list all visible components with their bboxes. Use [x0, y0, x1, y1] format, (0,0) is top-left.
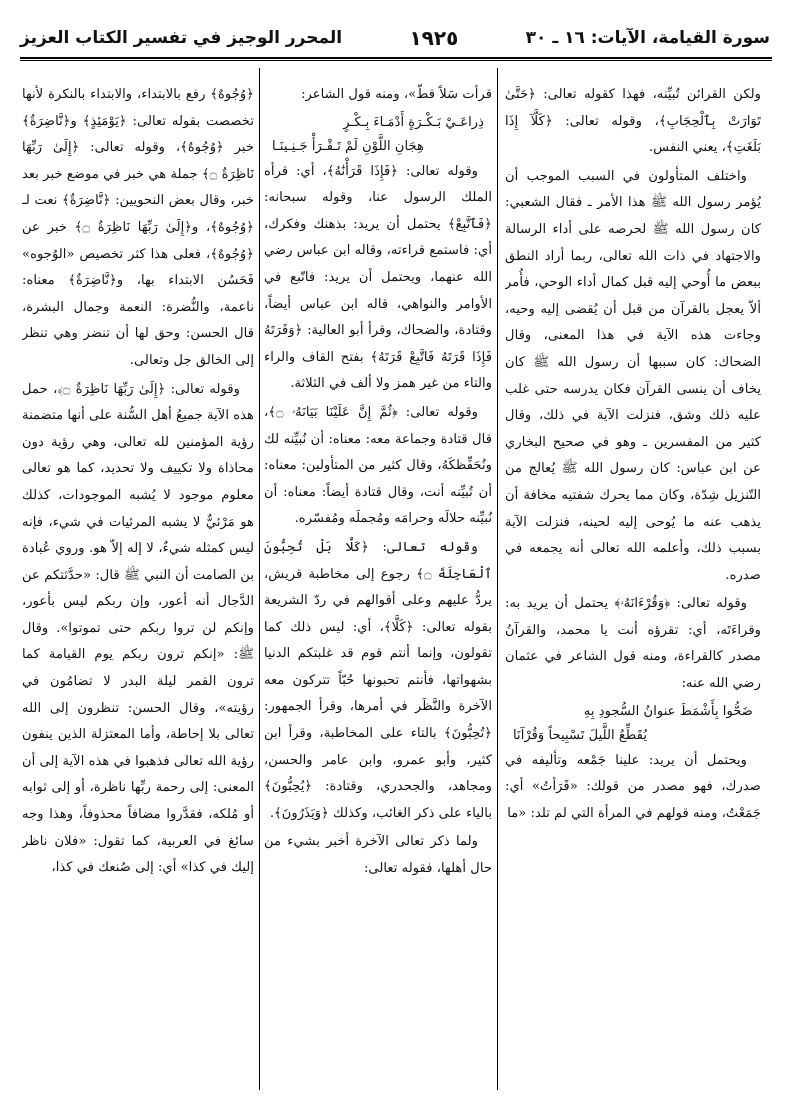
paragraph: وقوله تعالى: ﴿ثُمَّ إِنَّ عَلَيْنَا بَيَانَهُۥ ۝﴾، قال قتادة وجماعة معه: معناه: أن نُبيِّنه لك ونُحَفِّظكَهُ، وقال كثير من المتأولين: معناه: أن تُبيِّنه أنت، وقال قتادة أيضاً: معناه: أن نُبيِّنه حلالَه وحرامَه ومُجملَه ومُفسّره.: [264, 404, 492, 527]
book-title: المحرر الوجيز في تفسير الكتاب العزيز: [20, 28, 343, 48]
page-header: [20, 22, 770, 54]
column-left: [22, 82, 254, 1092]
verse-second-hemistich: يُقَطِّعُ اللَّيلَ تَسْبِيحاً وَقُرْآنَا: [513, 727, 647, 743]
verse-second-hemistich: هِجَانِ اللَّوْنِ لَمْ تَـقْـرَأْ جَـنِـينَـا: [272, 138, 424, 154]
paragraph: واختلف المتأولون في السبب الموجب أن يُؤمر رسول الله ﷺ هذا الأمر ـ فقال الشعبي: كان رسول الله ﷺ لحرصه على أداء الرسالة والاجتهاد في ذات الله تعالى، ربما أراد النطق ببعض ما أُوحي إليه قبل كمال أداء الوحي، فأُمر ألاّ يعجل بالقرآن من قبل أن يُقضى إليه وحيه، وجاءت هذه الآية في هذا المعنى، وقال الضحاك: كان سببها أن رسول الله ﷺ كان يخاف أن ينسى القرآن فكان يدرسه حتى غلب عليه ذلك وشق، فنزلت الآية في ذلك، وقال كثير من المفسرين ـ وهو في صحيح البخاري عن ابن عباس: كان رسول الله ﷺ يُعالج من التّنزيل شِدّة، وكان مما يحرك شفتيه مخافة أن يذهب عنه ما يُوحى إليه لحينه، فنزلت الآية بسبب ذلك، وأعلمه الله تعالى أنه يجمعه في صدره.: [505, 168, 761, 583]
paragraph: وقوله تعالى: ﴿وَقُرْءَانَهُۥ﴾ يحتمل أن يريد به: وقراءَتَه، أي: تقرؤه أنت يا محمد، والقرآنُ مصدر كالقراءة، ومنه قول الشاعر في عثمان رضي الله عنه:: [505, 596, 761, 692]
column-divider-left: [259, 68, 260, 1090]
paragraph: ولما ذكر تعالى الآخرة أخبر بشيء من حال أهلها، فقوله تعالى:: [264, 834, 492, 877]
page-number: ١٩٢٥: [409, 26, 459, 50]
column-middle: [264, 82, 492, 1092]
verse-first-hemistich: ذِراعَـيْ بَـكْـرَةٍ أَدْمَـاءَ بِـكْـرٍ: [343, 114, 484, 130]
paragraph: وقوله تعالى: ﴿فَإِذَا قَرَأْنَٰهُ﴾، أي: قرأه الملك الرسول عنا، وقوله سبحانه: ﴿فَٱتَّبِعْ﴾ يحتمل أن يريد: بذهنك وفكرك، أي: فاستمع قراءته، وقاله ابن عباس رضي الله عنهما، ويحتمل أن يريد: فاتّبع في الأوامر والنواهي، قاله ابن عباس أيضاً، وقتادة، والضحاك، وقرأ أبو العالية: ﴿وَقَرَتَهُ فَإِذَا قَرَتَهُ فَاتَّبِعْ قَرَتَهُ﴾ بفتح القاف والراء والتاء من غير همز ولا ألف في الثلاثة.: [264, 163, 492, 392]
paragraph: ولكن القرائن تُبيِّنه، فهذا كقوله تعالى: ﴿حَتَّىٰ تَوَارَتْ بِٱلْحِجَابِ﴾، وقوله تعالى: ﴿كَلَّآ إِذَا بَلَغَتِ﴾، يعني النفس.: [505, 87, 761, 156]
paragraph: وقوله تعالى: ﴿كَلَّا بَلْ تُحِبُّونَ ٱلْعَاجِلَةَ ۝﴾ رجوع إلى مخاطبة قريش، يردُّ عليهم وعلى أقوالهم في ردّ الشريعة بقوله تعالى: ﴿كَلَّا﴾، أي: ليس ذلك كما تقولون، وإنما أنتم قوم قد غلبتكم الدنيا بشهواتها، فأنتم تحبونها حُبّاً تتركون معه الآخرة والنَّظَر في أمرها، وقرأ الجمهور: ﴿تُحِبُّونَ﴾ بالتاء على المخاطبة، وقرأ ابن كثير، وأبو عمرو، وابن عامر والحسن، ومجاهد، والجحدري، وقتادة: ﴿يُحِبُّونَ﴾ بالياء على ذكر الغائب، وكذلك ﴿وَيَذَرُونَ﴾.: [264, 539, 492, 821]
poem-verse: [264, 111, 492, 159]
surah-title: سورة القيامة، الآيات: ١٦ ـ ٣٠: [525, 28, 770, 48]
header-rule: [20, 57, 772, 59]
paragraph: ﴿وُجُوهٌ﴾ رفع بالابتداء، والابتداء بالنكرة لأنها تخصصت بقوله تعالى: ﴿يَوْمَئِذٍ﴾ و﴿نَّاضِرَةٌ﴾ خبر ﴿وُجُوهٌ﴾، وقوله تعالى: ﴿إِلَىٰ رَبِّهَا نَاظِرَةٌ ۝﴾ جملة هي خبر في موضع خبر بعد خبر، وقال بعض النحويين: ﴿نَّاضِرَةٌ﴾ نعت لـ ﴿وُجُوهٌ﴾، و﴿إِلَىٰ رَبِّهَا نَاظِرَةٌ ۝﴾ خبر عن ﴿وُجُوهٌ﴾، فعلى هذا كثر تخصيص «الوُجوه» فَحَسُن الابتداء بها، و﴿نَّاضِرَةٌ﴾ معناه: ناعمة، والنُّضرة: النعمة وجمال البشرة، قال الحسن: وحق لها أن تنضر وهي تنظر إلى الخالق جل وتعالى.: [22, 87, 254, 368]
column-divider-right: [497, 68, 498, 1090]
paragraph: ويحتمل أن يريد: علينا جَمْعه وتأليفه في صدرك، فهو مصدر من قولك: «قَرَأتُ» أي: جَمَعْتُ، ومنه قولهم في المرأة التي لم تلد: «ما: [505, 752, 761, 821]
header-rule-thin: [20, 60, 772, 61]
column-right: [505, 82, 761, 1092]
paragraph: قرأت سَلاً قطّ»، ومنه قول الشاعر:: [301, 87, 492, 102]
paragraph: وقوله تعالى: ﴿إِلَىٰ رَبِّهَا نَاظِرَةٌ ۝﴾، حمل هذه الآية جميعُ أهل السُّنة على أنها متضمنة رؤية المؤمنين لله تعالى، وهي رؤية دون محاذاة ولا تكييف ولا تحديد، كما هو تعالى معلوم موجود لا يُشبه الموجودات، كذلك هو مَرْئيٌّ لا يشبه المرئيات في شيء، فإنه ليس كمثله شيءٌ، لا إله إلاّ هو. وروي عُبادة بن الصامت أن النبي ﷺ قال: «حدَّثتكم عن الدَّجال أنه أعور، وإن ربكم ليس بأعور، وإنكم لن تروا ربكم حتى تموتوا». وقال ﷺ: «إنكم ترون ربكم يوم القيامة كما ترون القمر ليلة البدر لا تضامُون في رؤيته»، وقال الحسن: تنظرون إلى الله تعالى بلا إحاطة، وأما المعتزلة الذين ينفون رؤية الله تعالى فذهبوا في هذه الآية إلى أن المعنى: إلى رحمة ربِّها ناظرة، أو إلى ثوابه أو مُلكه، فقدَّروا مضافاً محذوفاً، وهذا وجه سائغ في العربية، كما تقول: «فلان ناظر إليك في كذا» أي: إلى صُنعك في كذا،: [22, 381, 254, 876]
poem-verse: [505, 700, 761, 748]
verse-first-hemistich: ضَحُّوا بِأَشْمَطَ عنوانُ السُّجودِ بِهِ: [583, 703, 753, 719]
